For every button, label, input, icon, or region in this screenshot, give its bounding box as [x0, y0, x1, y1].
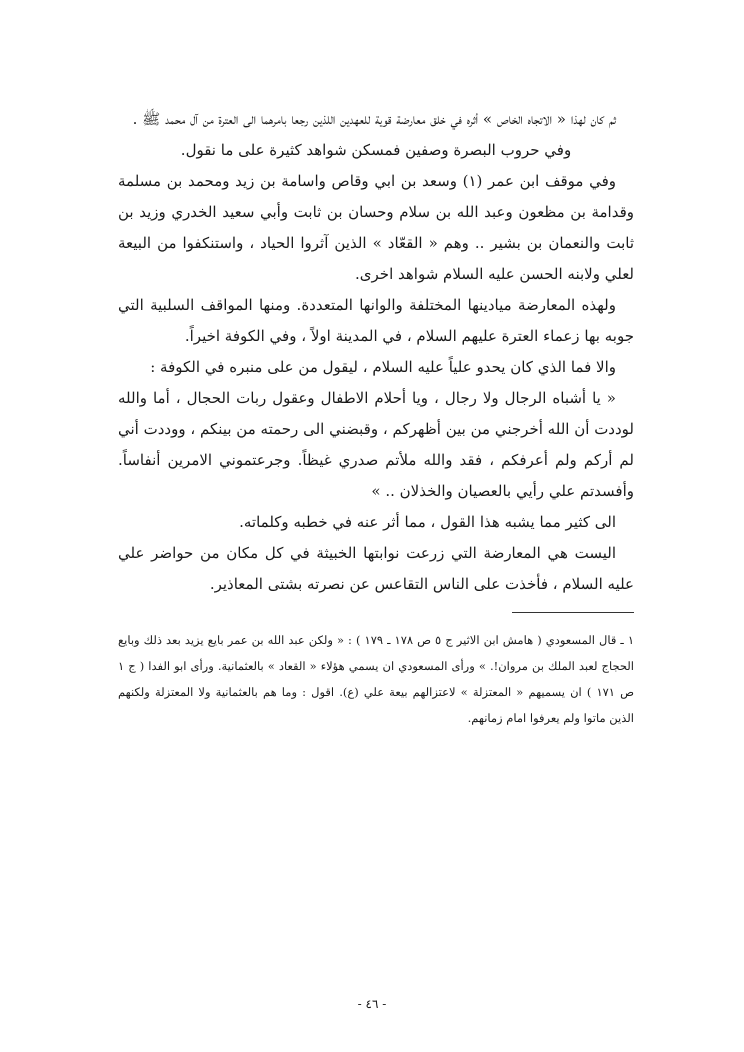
paragraph-8: اليست هي المعارضة التي زرعت نوابتها الخبيثة في كل مكان من حواضر علي عليه السلام ، فأخذت على الناس التقاعس عن نصرته بشتى المعاذير.	[118, 544, 634, 593]
paragraph-5: والا فما الذي كان يحدو علياً عليه السلام ، ليقول من على منبره في الكوفة :	[150, 358, 616, 376]
paragraph-2: وفي حروب البصرة وصفين فمسكن شواهد كثيرة على ما نقول.	[180, 141, 572, 159]
footnote-divider	[512, 612, 634, 613]
paragraph-1: ثم كان لهذا « الاتجاه الخاص » أثره في خلق معارضة قوية للعهدين اللذين رجعا بامرهما الى العترة من آل محمد ﷺ .	[132, 110, 616, 128]
page-number: - ٤٦ -	[357, 997, 387, 1011]
paragraph-4: ولهذه المعارضة ميادينها المختلفة والوانها المتعددة. ومنها المواقف السلبية التي جوبه بها زعماء العترة عليهم السلام ، في المدينة اولاً ، وفي الكوفة اخيراً.	[118, 296, 634, 345]
paragraph-3: وفي موقف ابن عمر (١) وسعد بن ابي وقاص واسامة بن زيد ومحمد بن مسلمة وقدامة بن مظعون وعبد الله بن سلام وحسان بن ثابت وأبي سعيد الخدري وزيد بن ثابت والنعمان بن بشير .. وهم « القعّاد » الذين آثروا الحياد ، واستنكفوا من البيعة لعلي ولابنه الحسن عليه السلام شواهد اخرى.	[118, 172, 634, 283]
quote-paragraph: « يا أشباه الرجال ولا رجال ، ويا أحلام الاطفال وعقول ربات الحجال ، أما والله لوددت أن الله أخرجني من بين أظهركم ، وقبضني الى رحمته من بينكم ، ووددت أني لم أركم ولم أعرفكم ، فقد والله ملأتم صدري غيظاً. وجرعتموني الامرين أنفاساً. وأفسدتم علي رأيي بالعصيان والخذلان .. »	[118, 389, 634, 500]
page-content	[118, 104, 634, 731]
footnote: ١ ـ قال المسعودي ( هامش ابن الاثير ج ٥ ص ١٧٨ ـ ١٧٩ ) : « ولكن عبد الله بن عمر بايع يزيد بعد ذلك وبايع الحجاج لعبد الملك بن مروان!. » ورأى المسعودي ان يسمي هؤلاء « القعاد » بالعثمانية. ورأى ابو الفدا ( ج ١ ص ١٧١ ) ان يسميهم « المعتزلة » لاعتزالهم بيعة علي (ع). اقول : وما هم بالعثمانية ولا المعتزلة ولكنهم الذين ماتوا ولم يعرفوا امام زمانهم.	[118, 633, 635, 725]
paragraph-7: الى كثير مما يشبه هذا القول ، مما أثر عنه في خطبه وكلماته.	[239, 513, 616, 531]
